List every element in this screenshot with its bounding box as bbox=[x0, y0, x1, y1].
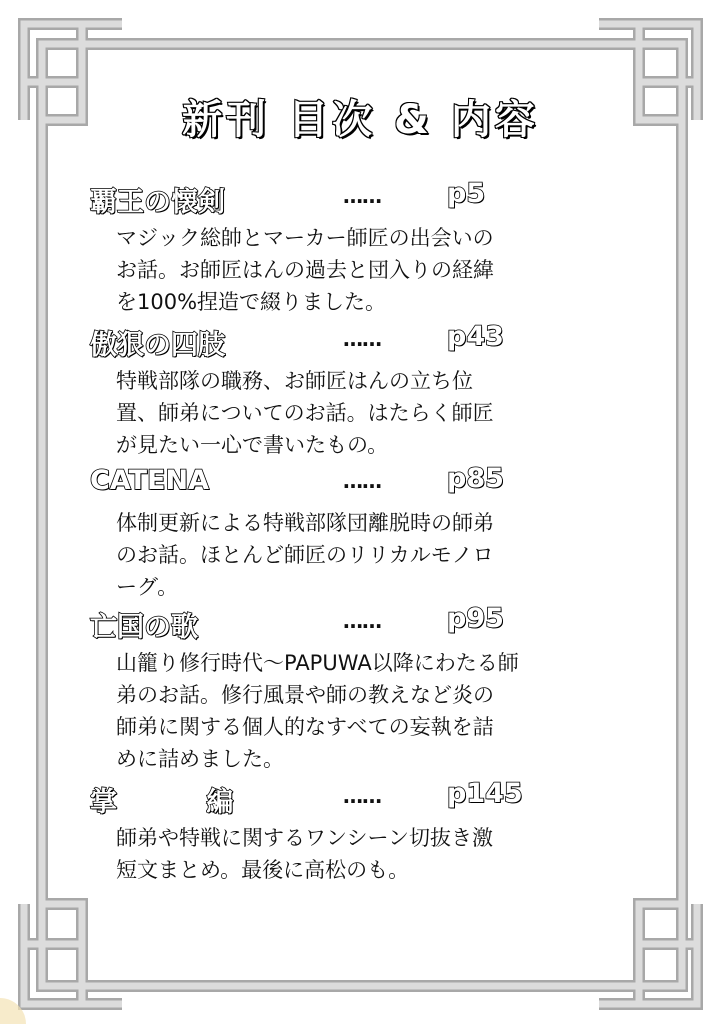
leader-dots: …… bbox=[343, 327, 381, 351]
chapter-title: 亡国の歌 bbox=[90, 612, 198, 643]
leader-dots: …… bbox=[343, 609, 381, 633]
toc-entry bbox=[90, 180, 630, 318]
leader-dots: …… bbox=[343, 184, 381, 208]
leader-dots: …… bbox=[343, 784, 381, 808]
toc-entry bbox=[90, 605, 630, 775]
page-title: 新刊 目次 & 内容 bbox=[182, 97, 539, 143]
toc-entry bbox=[90, 780, 630, 886]
chapter-description: 体制更新による特戦部隊団離脱時の師弟 のお話。ほとんど師匠のリリカルモノロ ーグ。 bbox=[116, 511, 494, 599]
chapter-title: 傲狠の四肢 bbox=[90, 330, 225, 361]
chapter-description: 山籠り修行時代〜PAPUWA以降にわたる師 弟のお話。修行風景や師の教えなど炎の 師弟に関する個人的なすべての妄執を詰 めに詰めました。 bbox=[116, 651, 519, 771]
page-number: p95 bbox=[447, 603, 504, 634]
chapter-description: 特戦部隊の職務、お師匠はんの立ち位 置、師弟についてのお話。はたらく師匠 が見たい一心で書いたもの。 bbox=[116, 369, 494, 457]
page-number: p5 bbox=[447, 178, 486, 209]
toc-entry bbox=[90, 323, 630, 461]
chapter-description: マジック総帥とマーカー師匠の出会いの お話。お師匠はんの過去と団入りの経緯 を100%捏造で綴りました。 bbox=[116, 226, 494, 314]
page-number: p145 bbox=[447, 778, 523, 809]
chapter-title: 掌 編 bbox=[90, 787, 274, 818]
chapter-title: 覇王の懐剣 bbox=[90, 187, 225, 218]
leader-dots: …… bbox=[343, 469, 381, 493]
chapter-description: 師弟や特戦に関するワンシーン切抜き激 短文まとめ。最後に高松のも。 bbox=[116, 826, 494, 882]
page-number: p43 bbox=[447, 321, 504, 352]
page-number: p85 bbox=[447, 463, 504, 494]
chapter-title: CATENA bbox=[90, 465, 209, 496]
toc-entry bbox=[90, 465, 630, 603]
